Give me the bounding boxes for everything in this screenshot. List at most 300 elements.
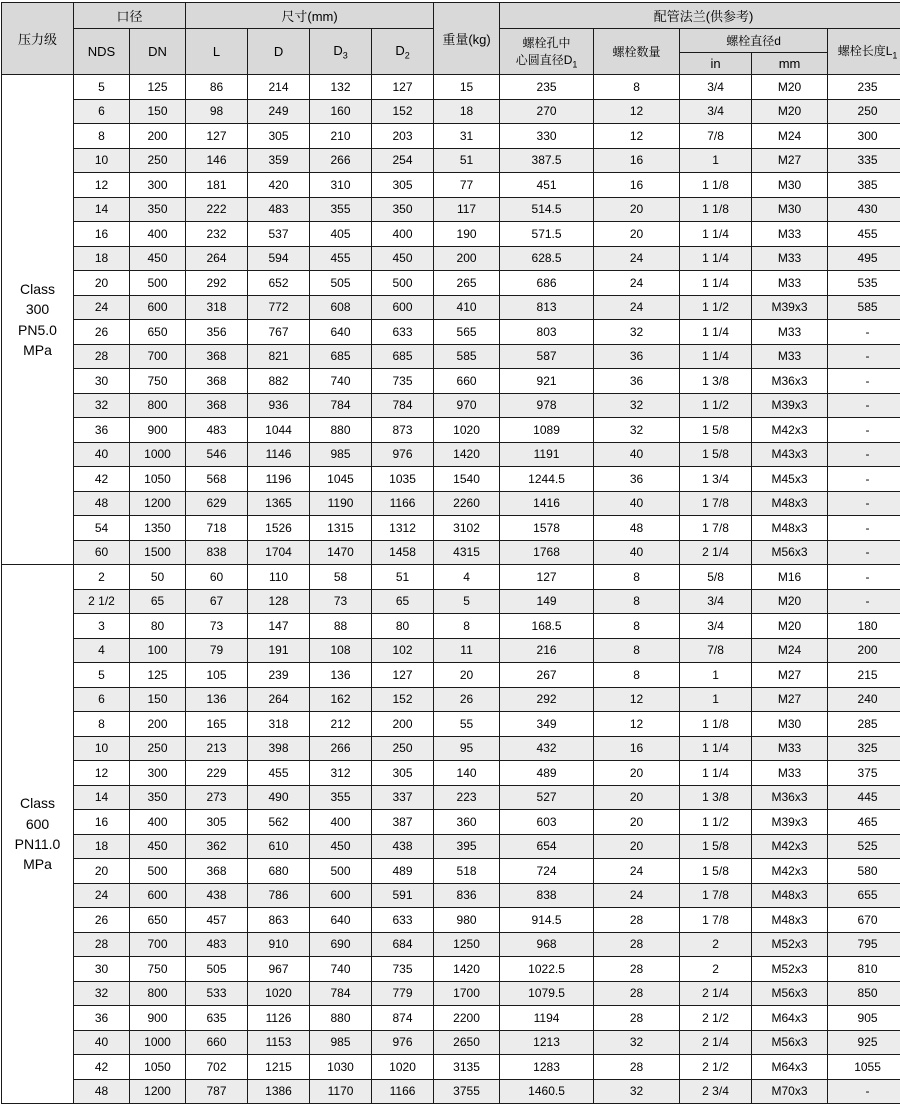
cell-4: 985 bbox=[310, 442, 372, 467]
table-row bbox=[2, 957, 900, 982]
cell-1: 750 bbox=[130, 957, 186, 982]
cell-1: 150 bbox=[130, 99, 186, 124]
cell-10: M36x3 bbox=[752, 369, 828, 394]
cell-2: 86 bbox=[186, 75, 248, 100]
cell-6: 15 bbox=[434, 75, 500, 100]
cell-3: 455 bbox=[248, 761, 310, 786]
cell-10: M56x3 bbox=[752, 981, 828, 1006]
cell-4: 1170 bbox=[310, 1079, 372, 1104]
table-row bbox=[2, 418, 900, 443]
cell-10: M48x3 bbox=[752, 516, 828, 541]
cell-2: 165 bbox=[186, 712, 248, 737]
table-row bbox=[2, 124, 900, 149]
cell-2: 318 bbox=[186, 295, 248, 320]
cell-3: 1044 bbox=[248, 418, 310, 443]
table-body bbox=[2, 75, 900, 1104]
cell-8: 28 bbox=[594, 908, 680, 933]
cell-7: 914.5 bbox=[500, 908, 594, 933]
cell-6: 223 bbox=[434, 785, 500, 810]
cell-7: 571.5 bbox=[500, 222, 594, 247]
cell-0: 32 bbox=[74, 393, 130, 418]
cell-9: 1 1/2 bbox=[680, 295, 752, 320]
cell-11: - bbox=[828, 565, 900, 590]
cell-6: 360 bbox=[434, 810, 500, 835]
cell-1: 300 bbox=[130, 173, 186, 198]
cell-9: 1 5/8 bbox=[680, 418, 752, 443]
cell-8: 20 bbox=[594, 810, 680, 835]
cell-5: 305 bbox=[372, 761, 434, 786]
cell-8: 12 bbox=[594, 687, 680, 712]
cell-11: 905 bbox=[828, 1006, 900, 1031]
cell-2: 838 bbox=[186, 540, 248, 565]
cell-6: 1540 bbox=[434, 467, 500, 492]
cell-8: 20 bbox=[594, 785, 680, 810]
cell-5: 1312 bbox=[372, 516, 434, 541]
cell-1: 350 bbox=[130, 785, 186, 810]
table-row bbox=[2, 246, 900, 271]
cell-10: M20 bbox=[752, 75, 828, 100]
cell-10: M16 bbox=[752, 565, 828, 590]
cell-6: 200 bbox=[434, 246, 500, 271]
cell-0: 20 bbox=[74, 859, 130, 884]
cell-10: M20 bbox=[752, 99, 828, 124]
cell-5: 779 bbox=[372, 981, 434, 1006]
cell-8: 36 bbox=[594, 467, 680, 492]
cell-7: 813 bbox=[500, 295, 594, 320]
cell-11: 655 bbox=[828, 883, 900, 908]
cell-0: 24 bbox=[74, 883, 130, 908]
header-dn: DN bbox=[130, 29, 186, 75]
cell-0: 14 bbox=[74, 785, 130, 810]
cell-4: 132 bbox=[310, 75, 372, 100]
cell-3: 110 bbox=[248, 565, 310, 590]
cell-0: 6 bbox=[74, 99, 130, 124]
cell-9: 1 7/8 bbox=[680, 491, 752, 516]
cell-3: 249 bbox=[248, 99, 310, 124]
cell-2: 457 bbox=[186, 908, 248, 933]
cell-3: 1153 bbox=[248, 1030, 310, 1055]
cell-2: 546 bbox=[186, 442, 248, 467]
cell-4: 108 bbox=[310, 638, 372, 663]
header-bore: 口径 bbox=[74, 3, 186, 29]
cell-7: 628.5 bbox=[500, 246, 594, 271]
cell-3: 420 bbox=[248, 173, 310, 198]
cell-7: 267 bbox=[500, 663, 594, 688]
cell-9: 3/4 bbox=[680, 99, 752, 124]
cell-4: 355 bbox=[310, 197, 372, 222]
cell-2: 146 bbox=[186, 148, 248, 173]
cell-8: 32 bbox=[594, 1079, 680, 1104]
cell-4: 505 bbox=[310, 271, 372, 296]
cell-8: 8 bbox=[594, 565, 680, 590]
cell-6: 4 bbox=[434, 565, 500, 590]
cell-11: 375 bbox=[828, 761, 900, 786]
cell-8: 16 bbox=[594, 148, 680, 173]
cell-1: 300 bbox=[130, 761, 186, 786]
cell-6: 1420 bbox=[434, 957, 500, 982]
cell-2: 222 bbox=[186, 197, 248, 222]
valve-dimension-table bbox=[1, 2, 900, 1104]
header-d3: $D_3$ bbox=[310, 29, 372, 75]
cell-10: M39x3 bbox=[752, 295, 828, 320]
table-row bbox=[2, 761, 900, 786]
table-row bbox=[2, 320, 900, 345]
cell-10: M52x3 bbox=[752, 932, 828, 957]
table-row bbox=[2, 75, 900, 100]
cell-5: 735 bbox=[372, 369, 434, 394]
cell-8: 28 bbox=[594, 932, 680, 957]
cell-1: 700 bbox=[130, 932, 186, 957]
cell-7: 1460.5 bbox=[500, 1079, 594, 1104]
cell-2: 136 bbox=[186, 687, 248, 712]
cell-8: 48 bbox=[594, 516, 680, 541]
cell-0: 40 bbox=[74, 442, 130, 467]
cell-6: 51 bbox=[434, 148, 500, 173]
header-l: L bbox=[186, 29, 248, 75]
cell-10: M20 bbox=[752, 614, 828, 639]
cell-3: 1196 bbox=[248, 467, 310, 492]
cell-1: 200 bbox=[130, 124, 186, 149]
header-weight: 重量(kg) bbox=[434, 3, 500, 75]
cell-4: 136 bbox=[310, 663, 372, 688]
cell-2: 483 bbox=[186, 418, 248, 443]
cell-9: 1 bbox=[680, 148, 752, 173]
cell-6: 980 bbox=[434, 908, 500, 933]
cell-0: 54 bbox=[74, 516, 130, 541]
cell-10: M56x3 bbox=[752, 540, 828, 565]
cell-5: 685 bbox=[372, 344, 434, 369]
cell-8: 24 bbox=[594, 295, 680, 320]
table-row bbox=[2, 638, 900, 663]
cell-7: 432 bbox=[500, 736, 594, 761]
cell-1: 50 bbox=[130, 565, 186, 590]
cell-8: 16 bbox=[594, 173, 680, 198]
cell-0: 48 bbox=[74, 491, 130, 516]
cell-4: 160 bbox=[310, 99, 372, 124]
cell-0: 3 bbox=[74, 614, 130, 639]
cell-1: 800 bbox=[130, 981, 186, 1006]
cell-4: 880 bbox=[310, 418, 372, 443]
cell-0: 16 bbox=[74, 810, 130, 835]
cell-1: 450 bbox=[130, 246, 186, 271]
cell-4: 88 bbox=[310, 614, 372, 639]
cell-10: M33 bbox=[752, 271, 828, 296]
cell-11: 535 bbox=[828, 271, 900, 296]
header-bolt-circle-diameter: 螺栓孔中 心圆直径$D_1$ bbox=[500, 29, 594, 75]
cell-8: 8 bbox=[594, 614, 680, 639]
cell-9: 1 1/4 bbox=[680, 320, 752, 345]
cell-11: 495 bbox=[828, 246, 900, 271]
cell-9: 1 5/8 bbox=[680, 834, 752, 859]
table-row bbox=[2, 295, 900, 320]
cell-4: 690 bbox=[310, 932, 372, 957]
cell-3: 398 bbox=[248, 736, 310, 761]
cell-2: 73 bbox=[186, 614, 248, 639]
cell-0: 36 bbox=[74, 1006, 130, 1031]
cell-3: 1215 bbox=[248, 1055, 310, 1080]
cell-6: 31 bbox=[434, 124, 500, 149]
cell-1: 100 bbox=[130, 638, 186, 663]
cell-11: - bbox=[828, 344, 900, 369]
cell-4: 640 bbox=[310, 908, 372, 933]
cell-0: 6 bbox=[74, 687, 130, 712]
cell-9: 2 1/4 bbox=[680, 981, 752, 1006]
cell-5: 735 bbox=[372, 957, 434, 982]
cell-11: 200 bbox=[828, 638, 900, 663]
cell-7: 1191 bbox=[500, 442, 594, 467]
cell-1: 1200 bbox=[130, 1079, 186, 1104]
cell-7: 803 bbox=[500, 320, 594, 345]
cell-2: 368 bbox=[186, 369, 248, 394]
cell-3: 147 bbox=[248, 614, 310, 639]
cell-9: 1 7/8 bbox=[680, 883, 752, 908]
cell-0: 36 bbox=[74, 418, 130, 443]
cell-7: 724 bbox=[500, 859, 594, 884]
spec-sheet bbox=[0, 2, 900, 1120]
cell-7: 216 bbox=[500, 638, 594, 663]
cell-9: 3/4 bbox=[680, 75, 752, 100]
cell-7: 1283 bbox=[500, 1055, 594, 1080]
cell-5: 51 bbox=[372, 565, 434, 590]
cell-2: 718 bbox=[186, 516, 248, 541]
cell-3: 882 bbox=[248, 369, 310, 394]
cell-6: 970 bbox=[434, 393, 500, 418]
cell-1: 125 bbox=[130, 663, 186, 688]
cell-11: 385 bbox=[828, 173, 900, 198]
header-bolt-count: 螺栓数量 bbox=[594, 29, 680, 75]
cell-1: 650 bbox=[130, 320, 186, 345]
cell-2: 356 bbox=[186, 320, 248, 345]
cell-8: 40 bbox=[594, 442, 680, 467]
cell-0: 40 bbox=[74, 1030, 130, 1055]
cell-4: 312 bbox=[310, 761, 372, 786]
cell-1: 650 bbox=[130, 908, 186, 933]
cell-6: 4315 bbox=[434, 540, 500, 565]
cell-3: 128 bbox=[248, 589, 310, 614]
cell-11: - bbox=[828, 418, 900, 443]
cell-10: M20 bbox=[752, 589, 828, 614]
cell-7: 149 bbox=[500, 589, 594, 614]
cell-6: 836 bbox=[434, 883, 500, 908]
cell-0: 2 1/2 bbox=[74, 589, 130, 614]
cell-1: 150 bbox=[130, 687, 186, 712]
cell-2: 438 bbox=[186, 883, 248, 908]
table-row bbox=[2, 516, 900, 541]
cell-7: 1079.5 bbox=[500, 981, 594, 1006]
cell-3: 680 bbox=[248, 859, 310, 884]
cell-7: 514.5 bbox=[500, 197, 594, 222]
cell-4: 784 bbox=[310, 981, 372, 1006]
cell-6: 1700 bbox=[434, 981, 500, 1006]
cell-2: 702 bbox=[186, 1055, 248, 1080]
cell-10: M39x3 bbox=[752, 393, 828, 418]
cell-9: 1 bbox=[680, 663, 752, 688]
cell-3: 490 bbox=[248, 785, 310, 810]
cell-7: 349 bbox=[500, 712, 594, 737]
cell-4: 608 bbox=[310, 295, 372, 320]
cell-5: 127 bbox=[372, 75, 434, 100]
cell-2: 105 bbox=[186, 663, 248, 688]
cell-8: 32 bbox=[594, 1030, 680, 1055]
cell-8: 12 bbox=[594, 712, 680, 737]
cell-5: 350 bbox=[372, 197, 434, 222]
cell-3: 305 bbox=[248, 124, 310, 149]
cell-4: 1470 bbox=[310, 540, 372, 565]
cell-10: M33 bbox=[752, 736, 828, 761]
cell-0: 60 bbox=[74, 540, 130, 565]
table-row bbox=[2, 687, 900, 712]
cell-5: 976 bbox=[372, 442, 434, 467]
cell-1: 400 bbox=[130, 222, 186, 247]
cell-4: 1045 bbox=[310, 467, 372, 492]
cell-7: 1213 bbox=[500, 1030, 594, 1055]
cell-0: 24 bbox=[74, 295, 130, 320]
cell-4: 266 bbox=[310, 736, 372, 761]
cell-3: 239 bbox=[248, 663, 310, 688]
cell-0: 28 bbox=[74, 344, 130, 369]
cell-0: 2 bbox=[74, 565, 130, 590]
cell-3: 1704 bbox=[248, 540, 310, 565]
table-row bbox=[2, 712, 900, 737]
cell-3: 191 bbox=[248, 638, 310, 663]
cell-3: 537 bbox=[248, 222, 310, 247]
header-bolt-length: 螺栓长度$L_1$ bbox=[828, 29, 900, 75]
cell-10: M27 bbox=[752, 663, 828, 688]
cell-11: 300 bbox=[828, 124, 900, 149]
cell-9: 2 3/4 bbox=[680, 1079, 752, 1104]
cell-0: 14 bbox=[74, 197, 130, 222]
cell-2: 67 bbox=[186, 589, 248, 614]
table-row bbox=[2, 614, 900, 639]
table-row bbox=[2, 981, 900, 1006]
cell-2: 98 bbox=[186, 99, 248, 124]
cell-10: M48x3 bbox=[752, 883, 828, 908]
cell-11: 1055 bbox=[828, 1055, 900, 1080]
cell-9: 1 1/4 bbox=[680, 246, 752, 271]
cell-2: 368 bbox=[186, 393, 248, 418]
cell-7: 978 bbox=[500, 393, 594, 418]
cell-5: 152 bbox=[372, 687, 434, 712]
cell-1: 400 bbox=[130, 810, 186, 835]
cell-1: 250 bbox=[130, 736, 186, 761]
cell-9: 1 3/8 bbox=[680, 785, 752, 810]
cell-2: 483 bbox=[186, 932, 248, 957]
cell-4: 1315 bbox=[310, 516, 372, 541]
cell-4: 266 bbox=[310, 148, 372, 173]
cell-5: 337 bbox=[372, 785, 434, 810]
table-row bbox=[2, 99, 900, 124]
cell-7: 235 bbox=[500, 75, 594, 100]
cell-2: 629 bbox=[186, 491, 248, 516]
cell-3: 786 bbox=[248, 883, 310, 908]
cell-3: 562 bbox=[248, 810, 310, 835]
cell-0: 8 bbox=[74, 124, 130, 149]
cell-6: 2650 bbox=[434, 1030, 500, 1055]
cell-5: 102 bbox=[372, 638, 434, 663]
cell-8: 20 bbox=[594, 222, 680, 247]
cell-5: 450 bbox=[372, 246, 434, 271]
cell-5: 1458 bbox=[372, 540, 434, 565]
cell-8: 8 bbox=[594, 663, 680, 688]
cell-0: 10 bbox=[74, 148, 130, 173]
table-row bbox=[2, 932, 900, 957]
cell-4: 400 bbox=[310, 810, 372, 835]
cell-5: 600 bbox=[372, 295, 434, 320]
cell-5: 305 bbox=[372, 173, 434, 198]
cell-10: M70x3 bbox=[752, 1079, 828, 1104]
cell-2: 213 bbox=[186, 736, 248, 761]
cell-5: 489 bbox=[372, 859, 434, 884]
cell-7: 921 bbox=[500, 369, 594, 394]
cell-7: 1194 bbox=[500, 1006, 594, 1031]
cell-10: M64x3 bbox=[752, 1006, 828, 1031]
cell-9: 2 1/2 bbox=[680, 1055, 752, 1080]
header-dimensions: 尺寸(mm) bbox=[186, 3, 434, 29]
cell-6: 95 bbox=[434, 736, 500, 761]
cell-0: 8 bbox=[74, 712, 130, 737]
cell-10: M33 bbox=[752, 761, 828, 786]
cell-7: 1244.5 bbox=[500, 467, 594, 492]
cell-0: 18 bbox=[74, 834, 130, 859]
table-row bbox=[2, 467, 900, 492]
cell-9: 1 3/4 bbox=[680, 467, 752, 492]
cell-3: 821 bbox=[248, 344, 310, 369]
cell-11: 455 bbox=[828, 222, 900, 247]
cell-0: 4 bbox=[74, 638, 130, 663]
cell-3: 594 bbox=[248, 246, 310, 271]
cell-2: 787 bbox=[186, 1079, 248, 1104]
cell-7: 168.5 bbox=[500, 614, 594, 639]
cell-11: - bbox=[828, 320, 900, 345]
cell-7: 587 bbox=[500, 344, 594, 369]
cell-4: 784 bbox=[310, 393, 372, 418]
cell-9: 1 1/4 bbox=[680, 736, 752, 761]
cell-11: 585 bbox=[828, 295, 900, 320]
cell-11: 215 bbox=[828, 663, 900, 688]
table-row bbox=[2, 148, 900, 173]
table-row bbox=[2, 1079, 900, 1104]
cell-5: 1035 bbox=[372, 467, 434, 492]
cell-11: - bbox=[828, 491, 900, 516]
cell-4: 740 bbox=[310, 957, 372, 982]
pressure-class-cell: Class 300 PN5.0 MPa bbox=[2, 75, 74, 565]
table-row bbox=[2, 1006, 900, 1031]
cell-10: M42x3 bbox=[752, 859, 828, 884]
cell-7: 838 bbox=[500, 883, 594, 908]
cell-9: 1 3/8 bbox=[680, 369, 752, 394]
cell-3: 1020 bbox=[248, 981, 310, 1006]
cell-1: 750 bbox=[130, 369, 186, 394]
header-pressure-class: 压力级 bbox=[2, 3, 74, 75]
cell-6: 410 bbox=[434, 295, 500, 320]
cell-1: 1050 bbox=[130, 467, 186, 492]
cell-4: 1190 bbox=[310, 491, 372, 516]
cell-6: 1420 bbox=[434, 442, 500, 467]
cell-7: 292 bbox=[500, 687, 594, 712]
cell-11: 235 bbox=[828, 75, 900, 100]
cell-11: 335 bbox=[828, 148, 900, 173]
cell-2: 264 bbox=[186, 246, 248, 271]
cell-6: 565 bbox=[434, 320, 500, 345]
cell-9: 1 7/8 bbox=[680, 516, 752, 541]
cell-0: 30 bbox=[74, 957, 130, 982]
cell-8: 28 bbox=[594, 957, 680, 982]
cell-10: M48x3 bbox=[752, 908, 828, 933]
cell-9: 1 1/8 bbox=[680, 712, 752, 737]
cell-0: 42 bbox=[74, 467, 130, 492]
cell-10: M27 bbox=[752, 687, 828, 712]
cell-11: 850 bbox=[828, 981, 900, 1006]
